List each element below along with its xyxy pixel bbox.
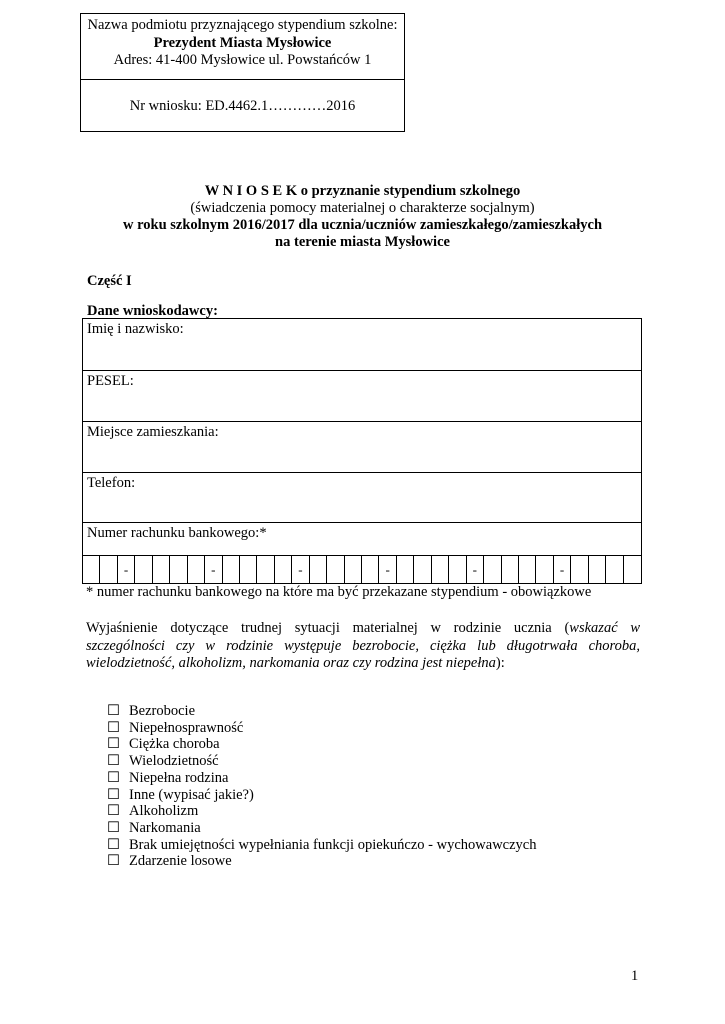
bank-digit-cell[interactable] — [83, 556, 100, 584]
bank-digit-cell[interactable] — [135, 556, 152, 584]
page-number: 1 — [631, 968, 639, 984]
bank-digit-cell[interactable] — [414, 556, 431, 584]
bank-digit-cell[interactable] — [589, 556, 606, 584]
bank-digit-cell[interactable] — [362, 556, 379, 584]
hardship-option[interactable] — [107, 770, 536, 787]
hardship-option-label: Wielodzietność — [129, 753, 219, 770]
bank-separator: - — [205, 556, 222, 584]
hardship-option-label: Niepełnosprawność — [129, 719, 244, 736]
address-field[interactable] — [83, 422, 641, 473]
hardship-option-label: Zdarzenie losowe — [129, 853, 232, 870]
hardship-explanation — [86, 620, 640, 673]
bank-digit-cell[interactable] — [310, 556, 327, 584]
explanation-trail: ): — [495, 655, 505, 671]
bank-digit-cell[interactable] — [257, 556, 274, 584]
bank-account-note: * numer rachunku bankowego na które ma być przekazane stypendium - obowiązkowe — [86, 584, 592, 600]
hardship-option[interactable] — [107, 820, 536, 837]
bank-digit-cell[interactable] — [345, 556, 362, 584]
hardship-options-list — [107, 703, 536, 870]
hardship-option-label: Alkoholizm — [129, 803, 199, 820]
bank-separator: - — [118, 556, 135, 584]
explanation-italic: wskazać w szczególności czy w rodzinie występuje bezrobocie, ciężka lub długotrwała choroba, wielodzietność, alkoholizm, narkomania oraz czy rodzina jest niepełna — [86, 620, 641, 671]
bank-separator: - — [467, 556, 484, 584]
section-applicant-heading: Dane wnioskodawcy: — [87, 303, 218, 319]
issuer-label: Nazwa podmiotu przyznającego stypendium szkolne: — [87, 17, 398, 33]
checkbox-icon[interactable]: ☐ — [107, 836, 120, 853]
pesel-field[interactable] — [83, 371, 641, 422]
bank-account-label: Numer rachunku bankowego:* — [87, 525, 267, 541]
checkbox-icon[interactable]: ☐ — [107, 853, 120, 870]
bank-digit-cell[interactable] — [449, 556, 466, 584]
applicant-data-table — [82, 318, 642, 584]
title-rest: o przyznanie stypendium szkolnego — [297, 183, 521, 199]
checkbox-icon[interactable]: ☐ — [107, 736, 120, 753]
hardship-option[interactable] — [107, 703, 536, 720]
bank-digit-cell[interactable] — [223, 556, 240, 584]
title-main — [60, 183, 665, 200]
bank-digit-cell[interactable] — [240, 556, 257, 584]
address-label: Miejsce zamieszkania: — [87, 424, 219, 440]
bank-digit-cell[interactable] — [188, 556, 205, 584]
bank-account-heading — [83, 523, 641, 556]
bank-digit-cell[interactable] — [536, 556, 553, 584]
phone-field[interactable] — [83, 473, 641, 523]
bank-digit-cell[interactable] — [519, 556, 536, 584]
hardship-option-label: Brak umiejętności wypełniania funkcji opiekuńczo - wychowawczych — [129, 836, 537, 853]
issuer-address: Adres: 41-400 Mysłowice ul. Powstańców 1 — [113, 52, 372, 68]
hardship-option[interactable] — [107, 753, 536, 770]
issuer-info — [81, 14, 404, 80]
checkbox-icon[interactable]: ☐ — [107, 769, 120, 786]
pesel-label: PESEL: — [87, 373, 134, 389]
bank-digit-cell[interactable] — [275, 556, 292, 584]
bank-digit-cell[interactable] — [502, 556, 519, 584]
hardship-option[interactable] — [107, 853, 536, 870]
hardship-option[interactable] — [107, 736, 536, 753]
hardship-option[interactable] — [107, 837, 536, 854]
issuer-name: Prezydent Miasta Mysłowice — [153, 34, 332, 51]
checkbox-icon[interactable]: ☐ — [107, 753, 120, 770]
bank-digit-cell[interactable] — [327, 556, 344, 584]
issuer-box — [80, 13, 405, 132]
hardship-option-label: Ciężka choroba — [129, 736, 220, 753]
checkbox-icon[interactable]: ☐ — [107, 803, 120, 820]
hardship-option-label: Bezrobocie — [129, 703, 196, 719]
bank-digit-cell[interactable] — [606, 556, 623, 584]
bank-digit-cell[interactable] — [397, 556, 414, 584]
name-label: Imię i nazwisko: — [87, 321, 184, 337]
title-subtitle: (świadczenia pomocy materialnej o charakterze socjalnym) — [190, 200, 535, 216]
application-number: Nr wniosku: ED.4462.1…………2016 — [129, 98, 356, 114]
title-city: na terenie miasta Mysłowice — [275, 234, 450, 250]
hardship-option[interactable] — [107, 803, 536, 820]
bank-digit-cell[interactable] — [484, 556, 501, 584]
phone-label: Telefon: — [87, 475, 136, 491]
bank-account-grid — [83, 556, 641, 584]
name-field[interactable] — [83, 319, 641, 371]
hardship-option-label: Narkomania — [129, 819, 201, 836]
bank-digit-cell[interactable] — [624, 556, 641, 584]
bank-separator: - — [379, 556, 396, 584]
bank-separator: - — [554, 556, 571, 584]
checkbox-icon[interactable]: ☐ — [107, 786, 120, 803]
explanation-lead: Wyjaśnienie dotyczące trudnej sytuacji materialnej w rodzinie ucznia ( — [86, 620, 570, 636]
bank-digit-cell[interactable] — [170, 556, 187, 584]
hardship-option-label: Inne (wypisać jakie?) — [129, 786, 254, 803]
bank-digit-cell[interactable] — [153, 556, 170, 584]
checkbox-icon[interactable]: ☐ — [107, 819, 120, 836]
bank-separator: - — [292, 556, 309, 584]
section-part-heading: Część I — [87, 273, 132, 289]
title-school-year: w roku szkolnym 2016/2017 dla ucznia/uczniów zamieszkałego/zamieszkałych — [122, 217, 603, 233]
hardship-option-label: Niepełna rodzina — [129, 769, 229, 786]
checkbox-icon[interactable]: ☐ — [107, 719, 120, 736]
title-spaced: W N I O S E K — [204, 183, 298, 199]
bank-digit-cell[interactable] — [571, 556, 588, 584]
document-title — [60, 183, 665, 251]
hardship-option[interactable] — [107, 787, 536, 804]
checkbox-icon[interactable]: ☐ — [107, 703, 120, 719]
bank-digit-cell[interactable] — [432, 556, 449, 584]
bank-digit-cell[interactable] — [100, 556, 117, 584]
hardship-option[interactable] — [107, 720, 536, 737]
